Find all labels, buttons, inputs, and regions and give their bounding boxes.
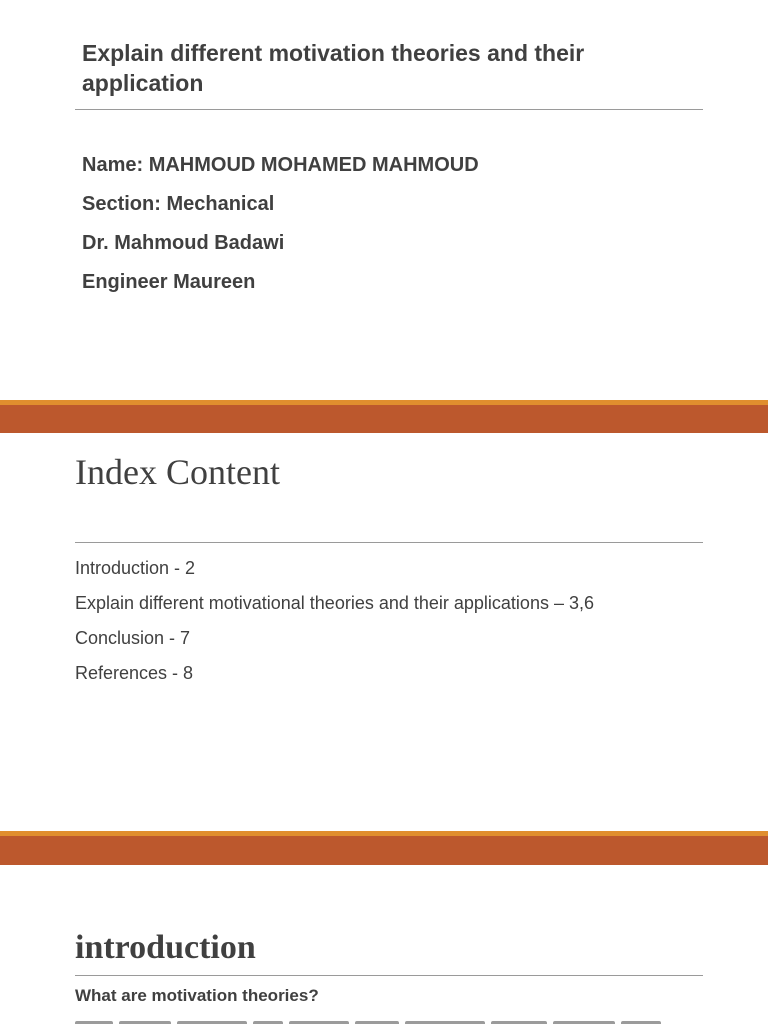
slide-separator-band bbox=[0, 831, 768, 865]
slide-index bbox=[0, 433, 768, 831]
instructor-name: Dr. Mahmoud Badawi bbox=[82, 232, 285, 254]
toc-item-conclusion: Conclusion - 7 bbox=[75, 628, 191, 648]
document-title: Explain different motivation theories and their application bbox=[82, 40, 585, 96]
author-section: Section: Mechanical bbox=[82, 193, 275, 215]
cut-off-text-line bbox=[75, 1015, 703, 1024]
slide-separator-band bbox=[0, 400, 768, 434]
title-divider bbox=[75, 109, 703, 110]
slide-introduction bbox=[0, 865, 768, 1024]
engineer-name: Engineer Maureen bbox=[82, 271, 256, 293]
index-divider bbox=[75, 542, 703, 543]
introduction-question: What are motivation theories? bbox=[75, 986, 319, 1005]
slide-title-page bbox=[0, 0, 768, 400]
author-name: Name: MAHMOUD MOHAMED MAHMOUD bbox=[82, 154, 479, 176]
toc-item-theories: Explain different motivational theories and their applications – 3,6 bbox=[75, 593, 594, 613]
table-of-contents bbox=[75, 551, 594, 691]
toc-item-introduction: Introduction - 2 bbox=[75, 558, 196, 578]
index-heading: Index Content bbox=[75, 452, 280, 492]
author-details bbox=[82, 146, 479, 302]
introduction-heading: introduction bbox=[75, 929, 256, 966]
toc-item-references: References - 8 bbox=[75, 663, 194, 683]
introduction-divider bbox=[75, 975, 703, 976]
